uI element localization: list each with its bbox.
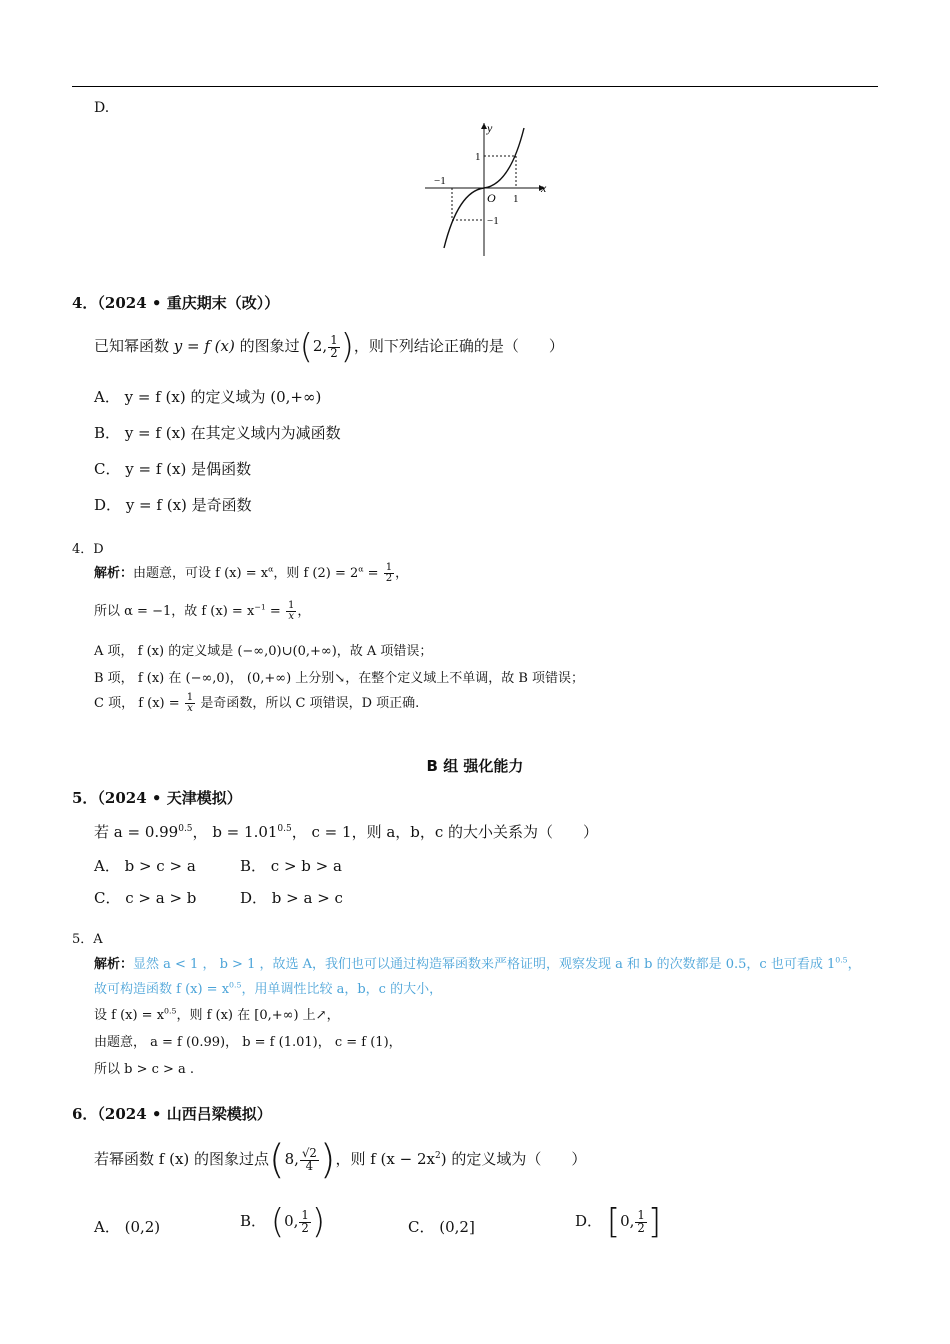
- opt-letter: A．: [94, 388, 120, 406]
- a4-l2sup: −1: [254, 602, 266, 612]
- a4-line4: B 项， f (x) 在 (−∞,0)， (0,+∞) 上分别↘，在整个定义域上不单调，故 B 项错误；: [94, 671, 585, 686]
- q4-point-frac: [328, 332, 339, 360]
- q6-stem: [94, 1137, 587, 1183]
- frac-den: x: [185, 703, 195, 714]
- optb-a: 0,: [284, 1212, 299, 1230]
- q4-stem: [94, 327, 564, 367]
- q4-header: 4．（2024 • 重庆期末（改））: [72, 294, 280, 312]
- opt-letter: D．: [94, 496, 122, 514]
- header-rule: [72, 86, 878, 87]
- a5-l2b: ，用单调性比较 a，b，c 的大小，: [241, 982, 443, 997]
- optd-frac: [635, 1207, 646, 1235]
- q4-point-a: 2,: [312, 337, 328, 355]
- a5-line3: [94, 1004, 340, 1023]
- a5-l2sup: 0.5: [229, 980, 242, 990]
- q5-stem-b: ， b = 1.01: [192, 823, 278, 841]
- a4-l2c: ，: [297, 604, 311, 619]
- origin-label: O: [487, 191, 496, 205]
- a5-l1sup: 0.5: [835, 955, 848, 965]
- bracket-open: [: [606, 1202, 621, 1242]
- q6-stem-a: 若幂函数 f (x) 的图象过点: [94, 1150, 270, 1168]
- a5-l3sup: 0.5: [164, 1006, 177, 1016]
- q5-option-a: A． b > c > a: [94, 857, 196, 875]
- a4-l5b: 是奇函数，所以 C 项错误，D 项正确.: [196, 696, 420, 711]
- a4-l1sup: α: [268, 564, 274, 574]
- optd-a: 0,: [620, 1212, 635, 1230]
- q4-stem-pre: 已知幂函数: [94, 337, 174, 355]
- frac-den: 4: [300, 1160, 319, 1173]
- a5-line4: 由题意， a = f (0.99)， b = f (1.01)， c = f (1)，: [94, 1035, 402, 1050]
- q6-stem-c: ) 的定义域为（ ）: [440, 1150, 587, 1168]
- a4-l1-frac: [384, 563, 394, 584]
- a4-l5-frac: [185, 693, 195, 714]
- y-label: y: [487, 121, 493, 135]
- paren-open: (: [270, 1202, 285, 1242]
- opt-text: y = f (x) 的定义域为 (0,+∞): [124, 388, 322, 406]
- q4-stem-post: ，则下列结论正确的是（ ）: [353, 337, 564, 355]
- q5-sup1: 0.5: [178, 824, 193, 834]
- frac-num: 1: [186, 691, 194, 703]
- q4-option-b: [94, 422, 341, 443]
- frac-num: 1: [330, 332, 338, 347]
- optb-frac: [299, 1207, 310, 1235]
- a4-label: 解析：: [94, 566, 134, 581]
- q5-option-c: C． c > a > b: [94, 889, 197, 907]
- frac-num: 1: [385, 561, 393, 573]
- q6-option-c: C． (0,2]: [408, 1218, 475, 1236]
- paren-close: ): [340, 327, 354, 367]
- opt-text: y = f (x) 在其定义域内为减函数: [124, 424, 341, 442]
- q5-header: 5．（2024 • 天津模拟）: [72, 789, 242, 807]
- q6-option-a: A． (0,2): [94, 1218, 161, 1236]
- q4-option-c: [94, 458, 251, 479]
- paren-open: (: [299, 327, 313, 367]
- a5-l1: 显然 a < 1 ， b > 1 ，故选 A，我们也可以通过构造幂函数来严格证明，观察发现 a 和 b 的次数都是 0.5，c 也可看成 1: [133, 957, 836, 972]
- q4-option-d: [94, 494, 252, 515]
- a4-l1b: ，则 f (2) = 2: [273, 566, 359, 581]
- q5-option-b: B． c > b > a: [240, 857, 342, 875]
- q6-stem-b: ，则 f (x − 2x: [335, 1150, 435, 1168]
- q5-stem-c: ， c = 1，则 a，b，c 的大小关系为（ ）: [291, 823, 599, 841]
- a4-l2-frac: [286, 601, 296, 622]
- frac-num: 1: [301, 1207, 309, 1222]
- a4-l1c: =: [363, 566, 383, 581]
- a4-l5a: C 项， f (x) =: [94, 696, 184, 711]
- frac-den: 2: [330, 345, 338, 360]
- a4-l1d: ，: [395, 566, 409, 581]
- option-d-prev-label: D.: [94, 100, 110, 116]
- paren-close: ): [319, 1137, 336, 1183]
- a4-line5: [94, 692, 419, 714]
- opt-letter: D．: [575, 1212, 603, 1230]
- a5-l2a: 故可构造函数 f (x) = x: [94, 982, 230, 997]
- paren-close: ): [311, 1202, 326, 1242]
- a4-line1: [94, 562, 408, 584]
- frac-num: √2: [301, 1145, 317, 1160]
- a4-l1a: 由题意，可设 f (x) = x: [133, 566, 269, 581]
- a5-l3b: ，则 f (x) 在 [0,+∞) 上↗，: [176, 1008, 340, 1023]
- q5-sup2: 0.5: [277, 824, 292, 834]
- q5-stem: [94, 821, 598, 842]
- tick-xm1: −1: [434, 175, 446, 187]
- opt-letter: C．: [94, 460, 121, 478]
- a5-l3a: 设 f (x) = x: [94, 1008, 165, 1023]
- q5-stem-a: 若 a = 0.99: [94, 823, 179, 841]
- frac-den: 2: [385, 573, 393, 584]
- frac-num: 1: [637, 1207, 645, 1222]
- a4-line3: A 项， f (x) 的定义域是 (−∞,0)∪(0,+∞)，故 A 项错误；: [94, 644, 433, 659]
- q6-pt-a: 8,: [284, 1150, 299, 1168]
- a5-line1: [94, 953, 861, 972]
- a4-answer: 4．D: [72, 542, 104, 557]
- q4-stem-func: y = f (x): [173, 337, 235, 355]
- q6-header: 6．（2024 • 山西吕梁模拟）: [72, 1105, 272, 1123]
- frac-den: 2: [301, 1220, 309, 1235]
- tick-x1: 1: [513, 193, 519, 205]
- a5-answer: 5．A: [72, 932, 103, 947]
- frac-num: 1: [287, 599, 295, 611]
- q6-option-d: [575, 1202, 662, 1242]
- opt-letter: B．: [94, 424, 121, 442]
- q6-pt-frac: [300, 1145, 319, 1173]
- q6-option-b: [240, 1202, 326, 1242]
- a5-label: 解析：: [94, 957, 134, 972]
- section-b-title: B 组 强化能力: [426, 757, 524, 775]
- frac-den: x: [286, 611, 296, 622]
- cubic-graph: [420, 118, 555, 258]
- opt-letter: B．: [240, 1212, 267, 1230]
- opt-text: y = f (x) 是奇函数: [125, 496, 252, 514]
- a4-l2b: =: [265, 604, 285, 619]
- tick-ym1: −1: [487, 215, 499, 227]
- a5-l1end: ，: [847, 957, 861, 972]
- bracket-close: ]: [647, 1202, 662, 1242]
- a4-l2a: 所以 α = −1，故 f (x) = x: [94, 604, 255, 619]
- frac-den: 2: [637, 1220, 645, 1235]
- opt-text: y = f (x) 是偶函数: [125, 460, 252, 478]
- q5-option-d: D． b > a > c: [240, 889, 343, 907]
- x-label: x: [541, 181, 547, 195]
- paren-open: (: [269, 1137, 285, 1183]
- q6-stem-sup: 2: [434, 1151, 441, 1161]
- a5-line5: 所以 b > c > a .: [94, 1062, 195, 1077]
- a4-l1sup2: α: [358, 564, 364, 574]
- q4-option-a: [94, 386, 321, 407]
- a5-line2: [94, 978, 442, 997]
- q4-stem-mid: 的图象过: [234, 337, 300, 355]
- tick-y1: 1: [475, 151, 481, 163]
- a4-line2: [94, 600, 310, 622]
